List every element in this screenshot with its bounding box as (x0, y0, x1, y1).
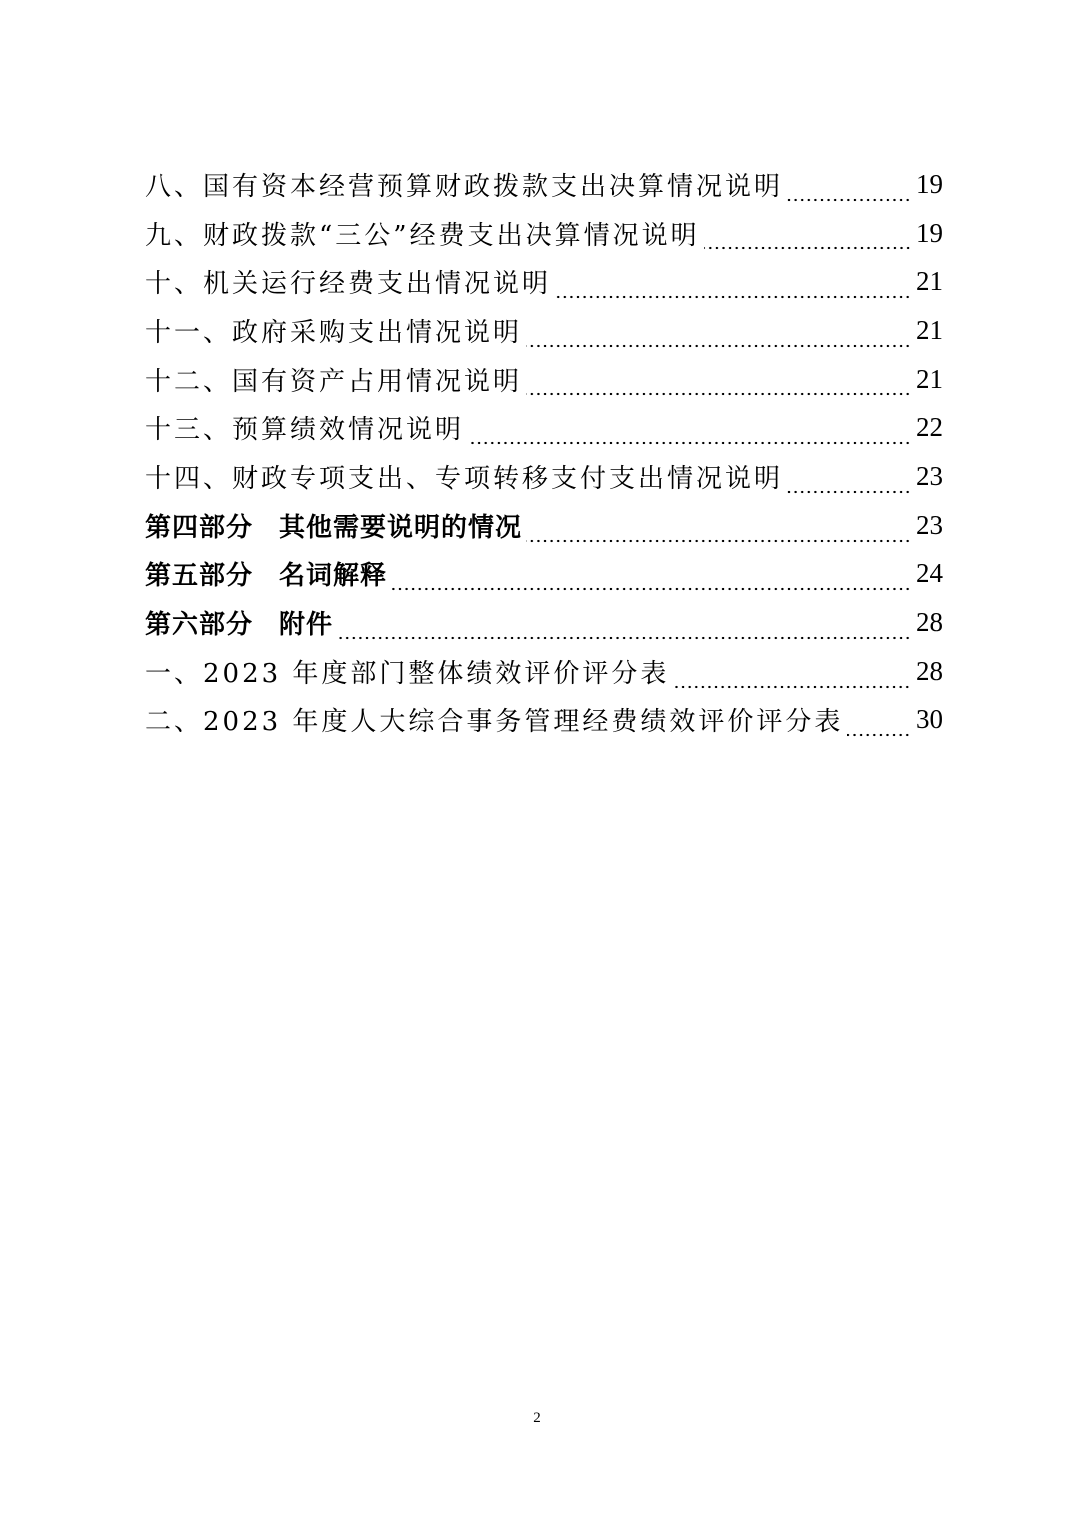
toc-dot-leader (468, 434, 911, 452)
toc-entry-page: 30 (916, 704, 943, 735)
toc-entry-page: 28 (916, 607, 943, 638)
toc-dot-leader (526, 385, 911, 403)
toc-part-entry[interactable] (145, 550, 943, 599)
toc-dot-leader (847, 726, 911, 744)
toc-part-title (145, 604, 333, 641)
toc-entry[interactable] (145, 209, 943, 258)
toc-entry[interactable] (145, 306, 943, 355)
toc-entry[interactable] (145, 257, 943, 306)
toc-entry[interactable] (145, 403, 943, 452)
toc-dot-leader (673, 678, 911, 696)
toc-entry-title: 八、国有资本经营预算财政拨款支出决算情况说明 (145, 171, 784, 202)
toc-entry-title: 十二、国有资产占用情况说明 (145, 366, 523, 397)
toc-entry-page: 19 (916, 168, 943, 199)
toc-entry-title: 十、机关运行经费支出情况说明 (145, 269, 552, 300)
toc-entry-title: 十三、预算绩效情况说明 (145, 415, 465, 446)
toc-entry[interactable] (145, 452, 943, 501)
toc-entry-title: 十四、财政专项支出、专项转移支付支出情况说明 (145, 463, 784, 494)
toc-dot-leader (555, 288, 911, 306)
toc-part-name: 附件 (279, 610, 334, 641)
toc-dot-leader (391, 580, 911, 598)
toc-part-name: 名词解释 (279, 561, 388, 592)
toc-entry[interactable] (145, 160, 943, 209)
toc-part-entry[interactable] (145, 501, 943, 550)
toc-entry[interactable] (145, 647, 943, 696)
toc-entry-title: 九、财政拨款“三公”经费支出决算情况说明 (145, 220, 700, 251)
toc-entry-page: 28 (916, 655, 943, 686)
toc-entry[interactable] (145, 696, 943, 745)
toc-part-label: 第四部分 (145, 512, 254, 543)
toc-dot-leader (787, 483, 911, 501)
toc-entry-title: 十一、政府采购支出情况说明 (145, 317, 523, 348)
table-of-contents (145, 160, 943, 744)
toc-entry-title: 一、2023 年度部门整体绩效评价评分表 (145, 658, 670, 689)
toc-part-entry[interactable] (145, 598, 943, 647)
toc-entry-page: 22 (916, 412, 943, 443)
toc-dot-leader (526, 532, 911, 550)
toc-entry-title: 二、2023 年度人大综合事务管理经费绩效评价评分表 (145, 707, 844, 738)
toc-dot-leader (704, 239, 911, 257)
toc-entry-page: 23 (916, 460, 943, 491)
toc-part-label: 第六部分 (145, 610, 254, 641)
page-number: 2 (533, 1410, 541, 1426)
toc-entry-page: 21 (916, 266, 943, 297)
toc-entry-page: 23 (916, 509, 943, 540)
toc-entry-page: 19 (916, 217, 943, 248)
toc-entry-page: 21 (916, 363, 943, 394)
toc-entry[interactable] (145, 355, 943, 404)
toc-part-title (145, 555, 387, 592)
toc-part-name: 其他需要说明的情况 (279, 512, 523, 543)
toc-entry-page: 21 (916, 314, 943, 345)
toc-dot-leader (526, 337, 911, 355)
toc-part-title (145, 507, 522, 544)
toc-entry-page: 24 (916, 558, 943, 589)
toc-part-label: 第五部分 (145, 561, 254, 592)
toc-dot-leader (337, 629, 911, 647)
toc-dot-leader (787, 191, 911, 209)
